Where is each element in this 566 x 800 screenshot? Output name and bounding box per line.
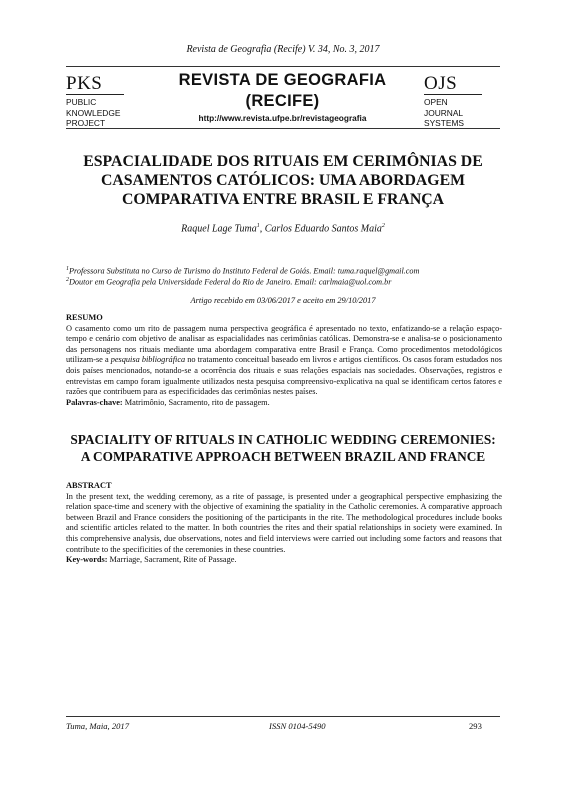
received-date: Artigo recebido em 03/06/2017 e aceito em 29/10/2017 [190,296,376,305]
footer-page-number: 293 [469,721,482,731]
title-en-line-1: SPACIALITY OF RITUALS IN CATHOLIC WEDDING CEREMONIES: [70,432,496,447]
resumo-text-emphasis: pesquisa bibliográfica [110,355,186,365]
journal-title-line-1: REVISTA DE GEOGRAFIA [178,71,387,89]
resumo-keywords-label: Palavras-chave: [66,397,123,407]
abstract-keywords [66,555,502,566]
abstract-section [66,481,502,566]
affiliation-1-text: Professora Substituta no Curso de Turismo do Instituto Federal de Goiás. Email: tuma.raquel@gmail.com [69,266,420,276]
abstract-text: In the present text, the wedding ceremony, as a rite of passage, is presented under a geographical perspective emphasizing the relation space-time and scenery with the objective of examining the spatiality in the Catholic ceremonies. A comparative approach between Brazil and France considers the positioning of the participants in the rite. The methodological procedures include books and scientific articles related to the matter. In both countries the rites and their spatial relationships in society were examined. In this comprehensive analysis, due observations, notes and field interviews were carried out including some factors and reasons that contribute to the specificities of the ceremonies in these countries. [66,491,502,554]
ojs-logo-rule [424,94,482,95]
title-pt-line-1: ESPACIALIDADE DOS RITUAIS EM CERIMÔNIAS DE [83,153,483,170]
journal-url-link[interactable]: http://www.revista.ufpe.br/revistageografia [198,113,367,123]
title-en-line-2: A COMPARATIVE APPROACH BETWEEN BRAZIL AND FRANCE [80,448,486,464]
author-2-sup: 2 [381,223,385,229]
affiliation-2-sup: 2 [66,277,69,283]
pks-line-3: PROJECT [66,118,106,128]
journal-citation: Revista de Geografia (Recife) V. 34, No. 3, 2017 [186,44,380,55]
ojs-logo [424,74,482,129]
resumo-section [66,313,502,408]
title-pt-line-3: COMPARATIVA ENTRE BRASIL E FRANÇA [121,191,445,208]
article-title-pt [66,152,500,209]
pks-line-2: KNOWLEDGE [66,107,121,118]
resumo-text-part-2: no tratamento conceitual baseado em livros e artigos científicos. Os casos foram estudados nos dois países mencionados, notando-se a ocorrência dos rituais e suas relações espaciais nas sociedades. Observações, registros e entrevistas em campo foram igualmente utilizados nesta pesquisa compreensivo-explicativa na qual se identificam certos fatores e razões que contribuem para as especificidades das cerimônias nestes países. [66,355,502,397]
title-pt-line-2: CASAMENTOS CATÓLICOS: UMA ABORDAGEM [100,172,466,189]
author-separator: , [259,223,265,235]
affiliation-2 [66,275,506,288]
ojs-line-2: JOURNAL [424,107,464,118]
author-1-sup: 1 [256,223,260,229]
resumo-keywords-value: Matrimônio, Sacramento, rito de passagem. [122,397,270,407]
footer-rule [66,716,500,717]
abstract-keywords-label: Key-words: [66,555,108,565]
abstract-heading: ABSTRACT [66,481,112,490]
footer-authors: Tuma, Maia, 2017 [66,721,130,731]
affiliation-2-text: Doutor em Geografia pela Universidade Federal do Rio de Janeiro. Email: carlmaia@uol.com.br [69,277,392,287]
author-2: Carlos Eduardo Santos Maia [264,223,382,235]
affiliation-1-sup: 1 [66,266,69,272]
ojs-line-1: OPEN [424,97,448,107]
abstract-keywords-value: Marriage, Sacrament, Rite of Passage. [107,555,237,565]
pks-logo-rule [66,94,124,95]
article-title-en [66,432,500,465]
author-list [66,223,500,234]
resumo-text-part-1: O casamento como um rito de passagem numa perspectiva geográfica é apresentado no texto, enfatizando-se a relação espaço-tempo e cenário com objetivo de analisar as espacialidades nas cerimônias católicas. Demonstra-se e analisa-se o posicionamento das personagens nos rituais mediante uma abordagem comparativa entre Brasil e França. Como procedimentos metodológicos utilizam-se a [66,323,502,365]
header-top-rule [66,66,500,67]
ojs-line-3: SYSTEMS [424,118,465,128]
pks-logo [66,74,124,129]
resumo-text [66,324,502,398]
pks-line-1: PUBLIC [66,97,97,107]
author-1: Raquel Lage Tuma [181,223,257,235]
resumo-heading: RESUMO [66,313,103,322]
journal-masthead [140,70,425,123]
footer-issn: ISSN 0104-5490 [269,721,326,731]
pks-acronym: PKS [66,73,103,94]
resumo-keywords [66,398,502,409]
ojs-acronym: OJS [424,73,458,94]
journal-title-line-2: (RECIFE) [245,92,320,110]
